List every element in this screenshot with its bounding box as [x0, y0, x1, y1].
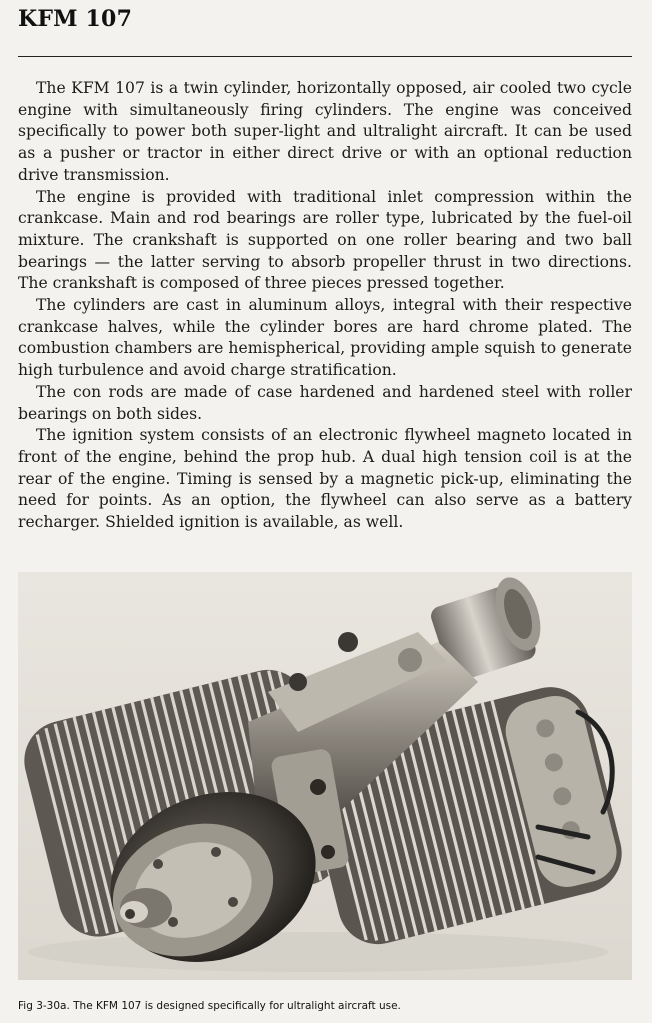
engine-photo [18, 572, 632, 980]
heading-divider [18, 56, 632, 57]
engine-illustration [18, 572, 632, 980]
article-body [18, 78, 632, 534]
page-heading: KFM 107 [18, 6, 133, 32]
paragraph-crankcase: The engine is provided with traditional inlet compression within the crankcase. Main and rod bearings are roller type, lubricated by the fuel-oil mixture. The crankshaft is supported on one roller bearing and two ball bearings — the latter serving to absorb propeller thrust in two directions. The crankshaft is composed of three pieces pressed together. [18, 187, 632, 293]
figure-caption: Fig 3-30a. The KFM 107 is designed specifically for ultralight aircraft use. [18, 1000, 401, 1012]
paragraph-intro: The KFM 107 is a twin cylinder, horizontally opposed, air cooled two cycle engine with simultaneously firing cylinders. The engine was conceived specifically to power both super-light and ultralight aircraft. It can be used as a pusher or tractor in either direct drive or with an optional reduction drive transmission. [18, 79, 632, 184]
paragraph-con-rods: The con rods are made of case hardened and hardened steel with roller bearings on both sides. [18, 382, 632, 423]
paragraph-ignition: The ignition system consists of an electronic flywheel magneto located in front of the engine, behind the prop hub. A dual high tension coil is at the rear of the engine. Timing is sensed by a magnetic pick-up, eliminating the need for points. As an option, the flywheel can also serve as a battery recharger. Shielded ignition is available, as well. [18, 426, 632, 532]
paragraph-cylinders: The cylinders are cast in aluminum alloys, integral with their respective crankcase halves, while the cylinder bores are hard chrome plated. The combustion chambers are hemispherical, providing ample squish to generate high turbulence and avoid charge stratification. [18, 296, 632, 380]
